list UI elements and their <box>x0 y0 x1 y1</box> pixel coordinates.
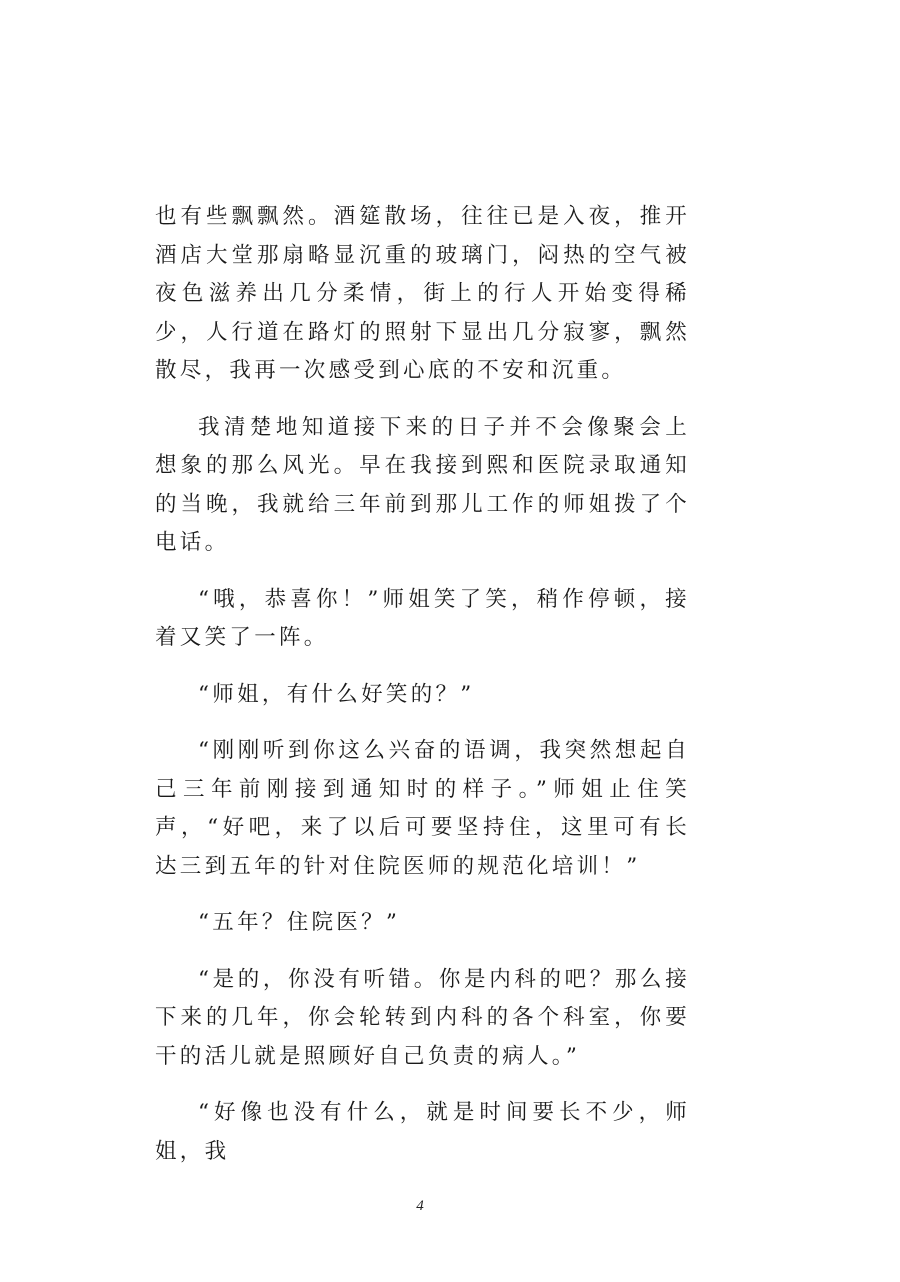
paragraph-4: “师姐，有什么好笑的？” <box>198 681 475 707</box>
paragraph-8: “好像也没有什么，就是时间要长不少，师姐，我 <box>155 1100 690 1164</box>
paragraph-3: “哦，恭喜你！”师姐笑了笑，稍作停顿，接着又笑了一阵。 <box>155 586 690 650</box>
paragraph-2: 我清楚地知道接下来的日子并不会像聚会上想象的那么风光。早在我接到熙和医院录取通知的当晚，我就给三年前到那儿工作的师姐拨了个电话。 <box>155 414 690 555</box>
paragraph-5: “刚刚听到你这么兴奋的语调，我突然想起自己三年前刚接到通知时的样子。”师姐止住笑声，“好吧，来了以后可要坚持住，这里可有长达三到五年的针对住院医师的规范化培训！” <box>155 738 690 879</box>
paragraph-1: 也有些飘飘然。酒筵散场，往往已是入夜，推开酒店大堂那扇略显沉重的玻璃门，闷热的空气被夜色滋养出几分柔情，街上的行人开始变得稀少，人行道在路灯的照射下显出几分寂寥，飘然散尽，我再一次感受到心底的不安和沉重。 <box>155 204 690 383</box>
body-text <box>155 198 690 1189</box>
paragraph-6: “五年？住院医？” <box>198 910 401 935</box>
page-number: 4 <box>416 1198 424 1214</box>
paragraph-7: “是的，你没有听错。你是内科的吧？那么接下来的几年，你会轮转到内科的各个科室，你要干的活儿就是照顾好自己负责的病人。” <box>155 966 690 1069</box>
